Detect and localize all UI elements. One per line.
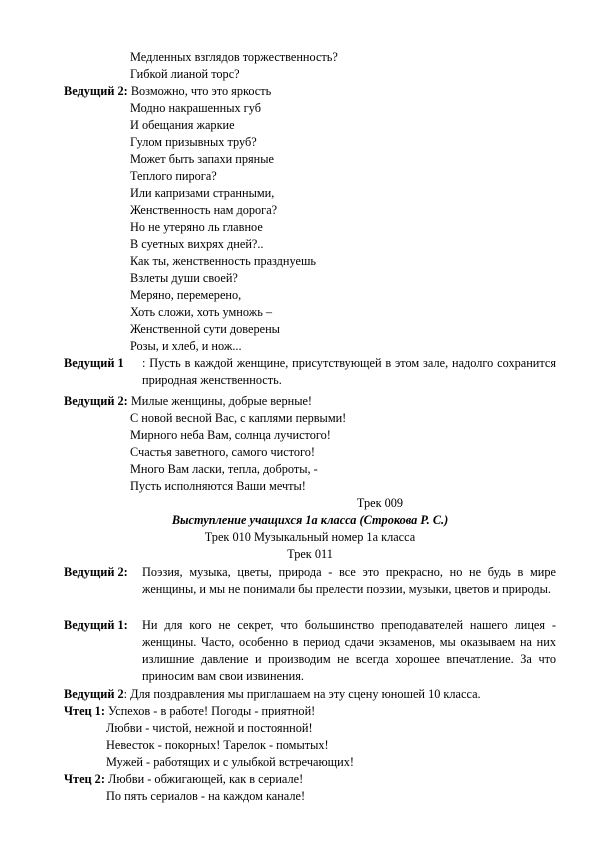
speaker-label: Ведущий 1: [64,618,128,632]
verse-line: Любви - обжигающей, как в сериале! [104,772,304,786]
verse-line: Возможно, что это яркость [127,84,272,98]
speaker-paragraph [64,617,556,685]
verse-line: Пусть исполняются Ваши мечты! [130,479,306,493]
paragraph-text: Поэзия, музыка, цветы, природа - все это прекрасно, но не будь в мире женщины, и мы не понимали бы прелести поэзии, музыки, цветов и природы. [142,565,556,596]
speaker-label: Ведущий 2 [64,687,124,701]
speaker-line [64,771,303,788]
verse-line: Медленных взглядов торжественность? [130,50,338,64]
verse-line: По пять сериалов - на каждом канале! [106,789,306,803]
verse-line: Может быть запахи пряные [130,152,274,166]
verse-line: Женственность нам дорога? [130,203,278,217]
verse-line: Счастья заветного, самого чистого! [130,445,316,459]
verse-line: В суетных вихрях дней?.. [130,237,264,251]
verse-line: С новой весной Вас, с каплями первыми! [130,411,347,425]
verse-line: И обещания жаркие [130,118,235,132]
speaker-line [64,83,271,100]
track-label: Трек 009 [356,496,404,510]
verse-line: Как ты, женственность празднуешь [130,254,317,268]
paragraph-text: Ни для кого не секрет, что большинство преподавателей нашего лицея - женщины. Часто, особенно в период сдачи экзаменов, мы оказываем на них излишние давление и производим не всегда хорошее впечатление. За что приносим вам свои извинения. [142,618,556,683]
verse-line: Взлеты души своей? [130,271,238,285]
verse-line: Гибкой лианой торс? [130,67,240,81]
speaker-paragraph [64,564,556,598]
speaker-line [64,703,315,720]
verse-line: Теплого пирога? [130,169,217,183]
speaker-line [64,393,312,410]
verse-line: Модно накрашенных губ [130,101,261,115]
speaker-label: Ведущий 2: [64,84,128,98]
paragraph-text: : Пусть в каждой женщине, присутствующей в этом зале, надолго сохранится природная женственность. [142,356,556,387]
verse-line: Милые женщины, добрые верные! [127,394,313,408]
speaker-label: Ведущий 2: [64,394,128,408]
verse-line: Невесток - покорных! Тарелок - помытых! [106,738,329,752]
speaker-label: Чтец 2: [64,772,105,786]
speaker-label: Ведущий 2: [64,565,128,579]
paragraph-text: : Для поздравления мы приглашаем на эту сцену юношей 10 класса. [123,687,481,701]
speaker-label: Чтец 1: [64,704,105,718]
performance-title: Выступление учащихся 1а класса (Строкова Р. С.) [171,513,449,527]
verse-line: Меряно, перемерено, [130,288,242,302]
verse-line: Но не утеряно ль главное [130,220,263,234]
track-label: Трек 011 [287,547,333,561]
speaker-paragraph [64,355,556,389]
verse-line: Любви - чистой, нежной и постоянной! [106,721,313,735]
verse-line: Женственной сути доверены [130,322,280,336]
verse-line: Мирного неба Вам, солнца лучистого! [130,428,331,442]
speaker-line [64,686,481,703]
verse-line: Или капризами странными, [130,186,275,200]
track-label: Трек 010 Музыкальный номер 1а класса [204,530,416,544]
verse-line: Розы, и хлеб, и нож... [130,339,242,353]
verse-line: Гулом призывных труб? [130,135,257,149]
verse-line: Успехов - в работе! Погоды - приятной! [104,704,316,718]
verse-line: Много Вам ласки, тепла, доброты, - [130,462,318,476]
verse-line: Мужей - работящих и с улыбкой встречающих! [106,755,354,769]
speaker-label: Ведущий 1 [64,356,124,370]
verse-line: Хоть сложи, хоть умножь – [130,305,273,319]
